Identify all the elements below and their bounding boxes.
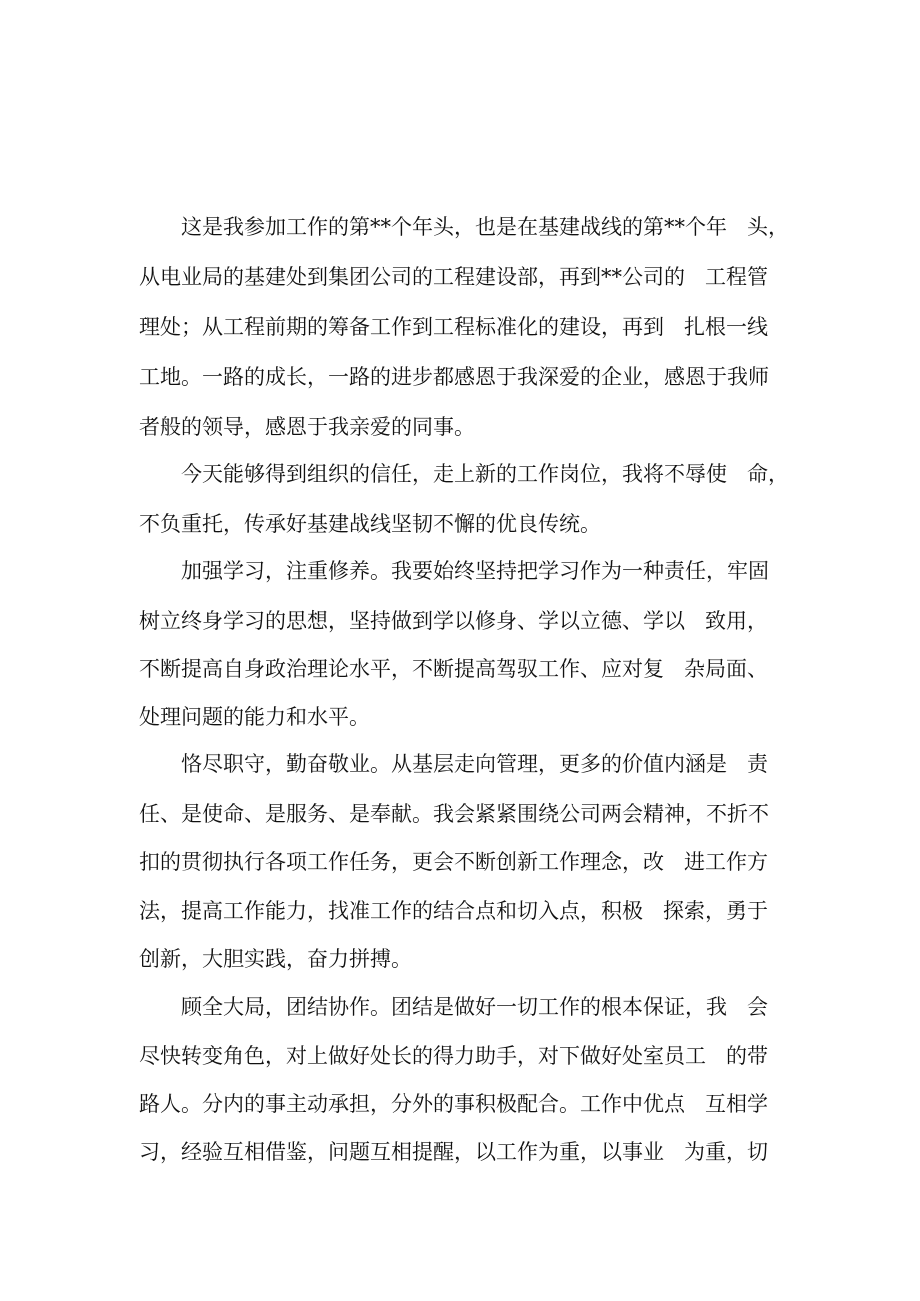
text-line: 创新，大胆实践，奋力拼搏。 — [139, 947, 412, 971]
text-line: 习，经验互相借鉴，问题互相提醒，以工作为重，以事业 为重，切 — [139, 1140, 769, 1164]
text-line: 今天能够得到组织的信任，走上新的工作岗位，我将不辱使 命， — [181, 462, 790, 486]
text-line: 路人。分内的事主动承担，分外的事积极配合。工作中优点 互相学 — [139, 1092, 769, 1116]
text-line: 任、是使命、是服务、是奉献。我会紧紧围绕公司两会精神，不折不 — [139, 802, 769, 826]
text-line: 尽快转变角色，对上做好处长的得力助手，对下做好处室员工 的带 — [139, 1044, 769, 1068]
text-line: 处理问题的能力和水平。 — [139, 705, 370, 729]
text-line: 从电业局的基建处到集团公司的工程建设部，再到**公司的 工程管 — [139, 265, 769, 289]
text-line: 法，提高工作能力，找准工作的结合点和切入点，积极 探索，勇于 — [139, 899, 769, 923]
text-line: 不负重托，传承好基建战线坚韧不懈的优良传统。 — [139, 512, 601, 536]
text-line: 树立终身学习的思想，坚持做到学以修身、学以立德、学以 致用， — [139, 609, 769, 633]
text-line: 工地。一路的成长，一路的进步都感恩于我深爱的企业，感恩于我师 — [139, 365, 769, 389]
text-line: 者般的领导，感恩于我亲爱的同事。 — [139, 415, 475, 439]
text-line: 加强学习，注重修养。我要始终坚持把学习作为一种责任，牢固 — [181, 559, 769, 583]
text-line: 恪尽职守，勤奋敬业。从基层走向管理，更多的价值内涵是 责 — [181, 752, 769, 776]
text-line: 不断提高自身政治理论水平，不断提高驾驭工作、应对复 杂局面、 — [139, 657, 769, 681]
text-line: 顾全大局，团结协作。团结是做好一切工作的根本保证，我 会 — [181, 995, 769, 1019]
text-line: 理处；从工程前期的筹备工作到工程标准化的建设，再到 扎根一线 — [139, 315, 769, 339]
text-line: 这是我参加工作的第**个年头，也是在基建战线的第**个年 头， — [181, 215, 790, 239]
text-line: 扣的贯彻执行各项工作任务，更会不断创新工作理念，改 进工作方 — [139, 850, 769, 874]
